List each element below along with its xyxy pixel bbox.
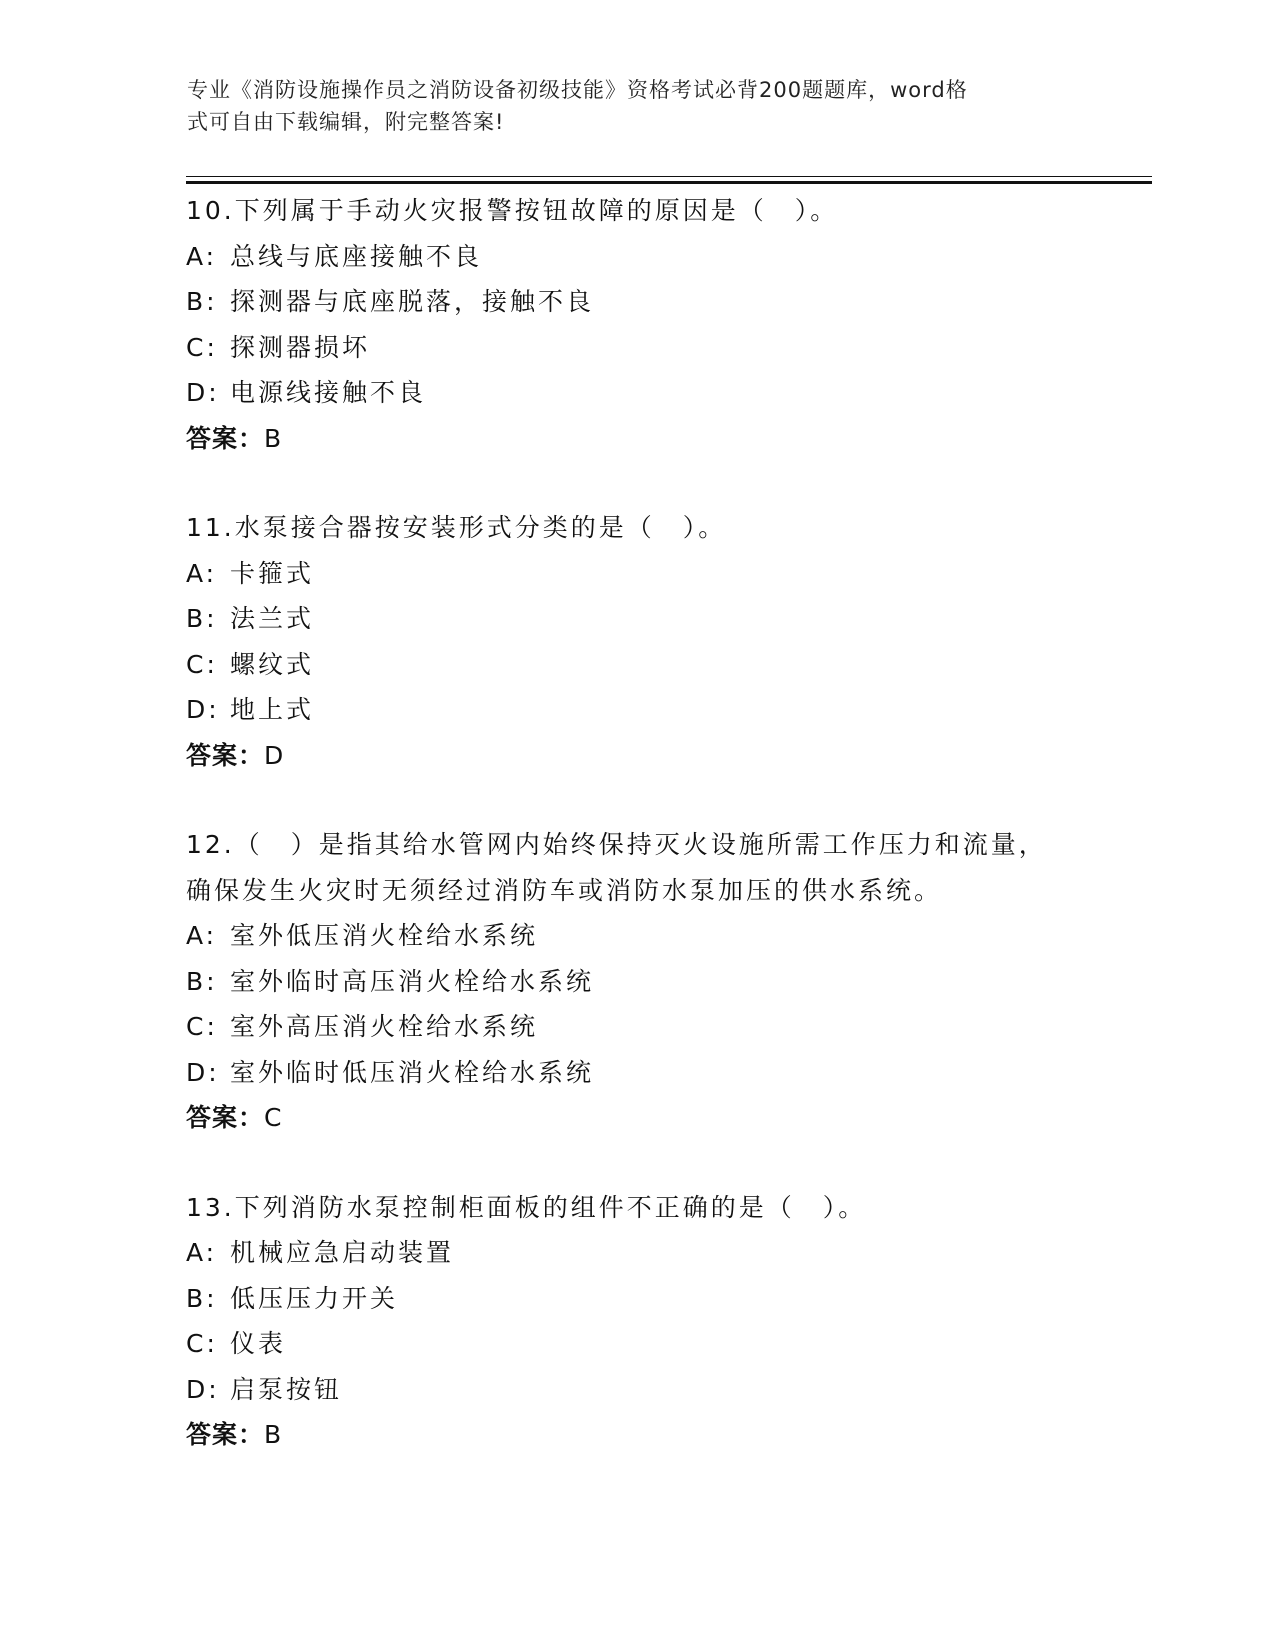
option-c [186,1004,1146,1050]
answer-value: C [264,1103,282,1132]
option-b [186,959,1146,1005]
option-text: 低压压力开关 [230,1283,399,1313]
question-stem: 13.下列消防水泵控制柜面板的组件不正确的是（ ）。 [186,1192,867,1222]
option-label: C: [186,1012,218,1041]
header-divider-thick [186,181,1152,184]
question-item [186,822,1146,1141]
answer-value: D [264,740,284,770]
option-label: C: [186,332,218,362]
option-b [186,596,1146,642]
option-label: A: [186,921,218,950]
question-stem-line-2: 确保发生火灾时无须经过消防车或消防水泵加压的供水系统。 [186,875,943,905]
answer-label: 答案： [186,740,265,770]
question-item [186,1185,1146,1458]
option-text: 室外低压消火栓给水系统 [230,921,539,950]
option-text: 总线与底座接触不良 [230,241,483,271]
option-text: 室外高压消火栓给水系统 [230,1012,539,1041]
option-label: D: [186,1374,220,1404]
option-label: A: [186,241,218,271]
option-text: 机械应急启动装置 [230,1238,455,1267]
option-a [186,234,1146,280]
answer-line [186,733,1146,779]
header-line-1: 专业《消防设施操作员之消防设备初级技能》资格考试必背200题题库，word格 [187,78,968,102]
option-label: A: [186,1238,218,1267]
option-text: 探测器损坏 [230,332,371,362]
option-text: 室外临时低压消火栓给水系统 [230,1057,595,1087]
option-c [186,325,1146,371]
option-text: 地上式 [230,695,315,724]
header-divider-thin [186,176,1152,177]
option-text: 探测器与底座脱落，接触不良 [230,287,595,316]
answer-label: 答案： [186,423,265,453]
question-stem: 10.下列属于手动火灾报警按钮故障的原因是（ ）。 [186,196,839,225]
option-a [186,913,1146,959]
option-label: B: [186,604,218,633]
answer-label: 答案： [186,1420,265,1449]
option-c [186,1321,1146,1367]
answer-line [186,1095,1146,1141]
option-b [186,1276,1146,1322]
answer-value: B [264,423,282,453]
option-label: D: [186,695,220,724]
option-label: B: [186,1283,218,1313]
option-text: 仪表 [230,1329,287,1358]
option-label: B: [186,287,218,316]
option-label: D: [186,378,220,407]
document-header [187,74,1067,138]
option-text: 电源线接触不良 [230,378,427,407]
option-b [186,279,1146,325]
header-line-2: 式可自由下载编辑，附完整答案! [187,110,505,134]
option-text: 法兰式 [230,604,315,633]
option-label: D: [186,1057,220,1087]
option-label: C: [186,1329,218,1358]
option-a [186,551,1146,597]
answer-label: 答案： [186,1103,265,1132]
option-text: 室外临时高压消火栓给水系统 [230,966,595,996]
answer-line [186,1412,1146,1458]
question-stem-line-1: 12.（ ）是指其给水管网内始终保持灭火设施所需工作压力和流量， [186,830,1047,859]
question-list [186,188,1146,1458]
answer-value: B [264,1420,282,1449]
option-d [186,1050,1146,1096]
option-label: C: [186,649,218,679]
option-label: A: [186,558,218,588]
question-item [186,505,1146,778]
option-d [186,370,1146,416]
option-d [186,687,1146,733]
option-c [186,642,1146,688]
option-text: 卡箍式 [230,558,315,588]
option-label: B: [186,966,218,996]
option-a [186,1230,1146,1276]
question-item [186,188,1146,461]
question-stem: 11.水泵接合器按安装形式分类的是（ ）。 [186,513,727,542]
option-d [186,1367,1146,1413]
answer-line [186,416,1146,462]
option-text: 螺纹式 [230,649,315,679]
option-text: 启泵按钮 [230,1374,343,1404]
